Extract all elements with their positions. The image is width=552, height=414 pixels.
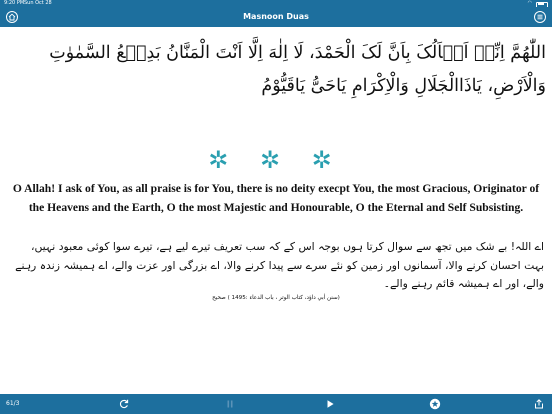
play-icon [324,398,336,410]
star-separator: ✲ ✲ ✲ [208,146,344,174]
menu-button[interactable] [534,11,546,23]
bottom-toolbar [0,394,552,414]
dua-content [0,27,552,394]
favorite-icon [429,398,441,410]
dua-arabic-text: اللّٰهُمَّ اِنِّیۡ اَسۡاَلُکَ بِاَنَّ لَکَ الْحَمْدَ، لَا اِلٰهَ اِلَّا اَنْتَ الْمَنَّانُ بَدِیۡعُ السَّمٰوٰتِ وَالْاَرْضِ، یَاذَاالْجَلَالِ وَالْاِکْرَامِ یَاحَیُّ یَاقَیُّوْمُ [49,43,546,96]
dua-english-translation: O Allah! I ask of You, as all praise is for You, there is no deity execpt You, the most Gracious, Originator of the Heavens and the Earth, O the most Majestic and Honourable, O the Eternal and Self Subsisting. [12,182,540,214]
play-button[interactable] [324,398,336,410]
pause-icon [224,398,236,410]
menu-icon [536,13,544,21]
wifi-icon: ◠ [527,0,532,6]
favorite-button[interactable] [429,398,441,410]
status-date: Sun Oct 28 [24,0,52,6]
status-icons [528,0,548,7]
dua-reference: (سنن أبي داؤد، كتاب الوتر ، باب الدعاء :1495 ) صحيح [212,295,340,301]
status-time: 9:20 PM [4,0,25,6]
refresh-icon [118,398,130,410]
page-title: Masnoon Duas [243,12,309,21]
dua-urdu-translation: اے اللہ! بے شک میں تجھ سے سوال کرتا ہوں بوجہ اس کے کہ سب تعریف تیرے لیے ہے، تیرے سوا کوئی معبود نہیں، بہت احسان کرنے والا، آسمانوں اور زمین کو نئے سرے سے پیدا کرنے والا، اے بزرگی اور عزت والے، اے ہمیشہ زندہ رہنے والے، اور اے ہمیشہ قائم رہنے والے۔ [15,240,544,290]
page-counter: 61/3 [6,400,20,407]
nav-bar [0,7,552,27]
share-button[interactable] [533,398,545,410]
status-bar [0,0,552,7]
refresh-button[interactable] [118,398,130,410]
pause-button[interactable] [224,398,236,410]
share-icon [533,398,545,410]
